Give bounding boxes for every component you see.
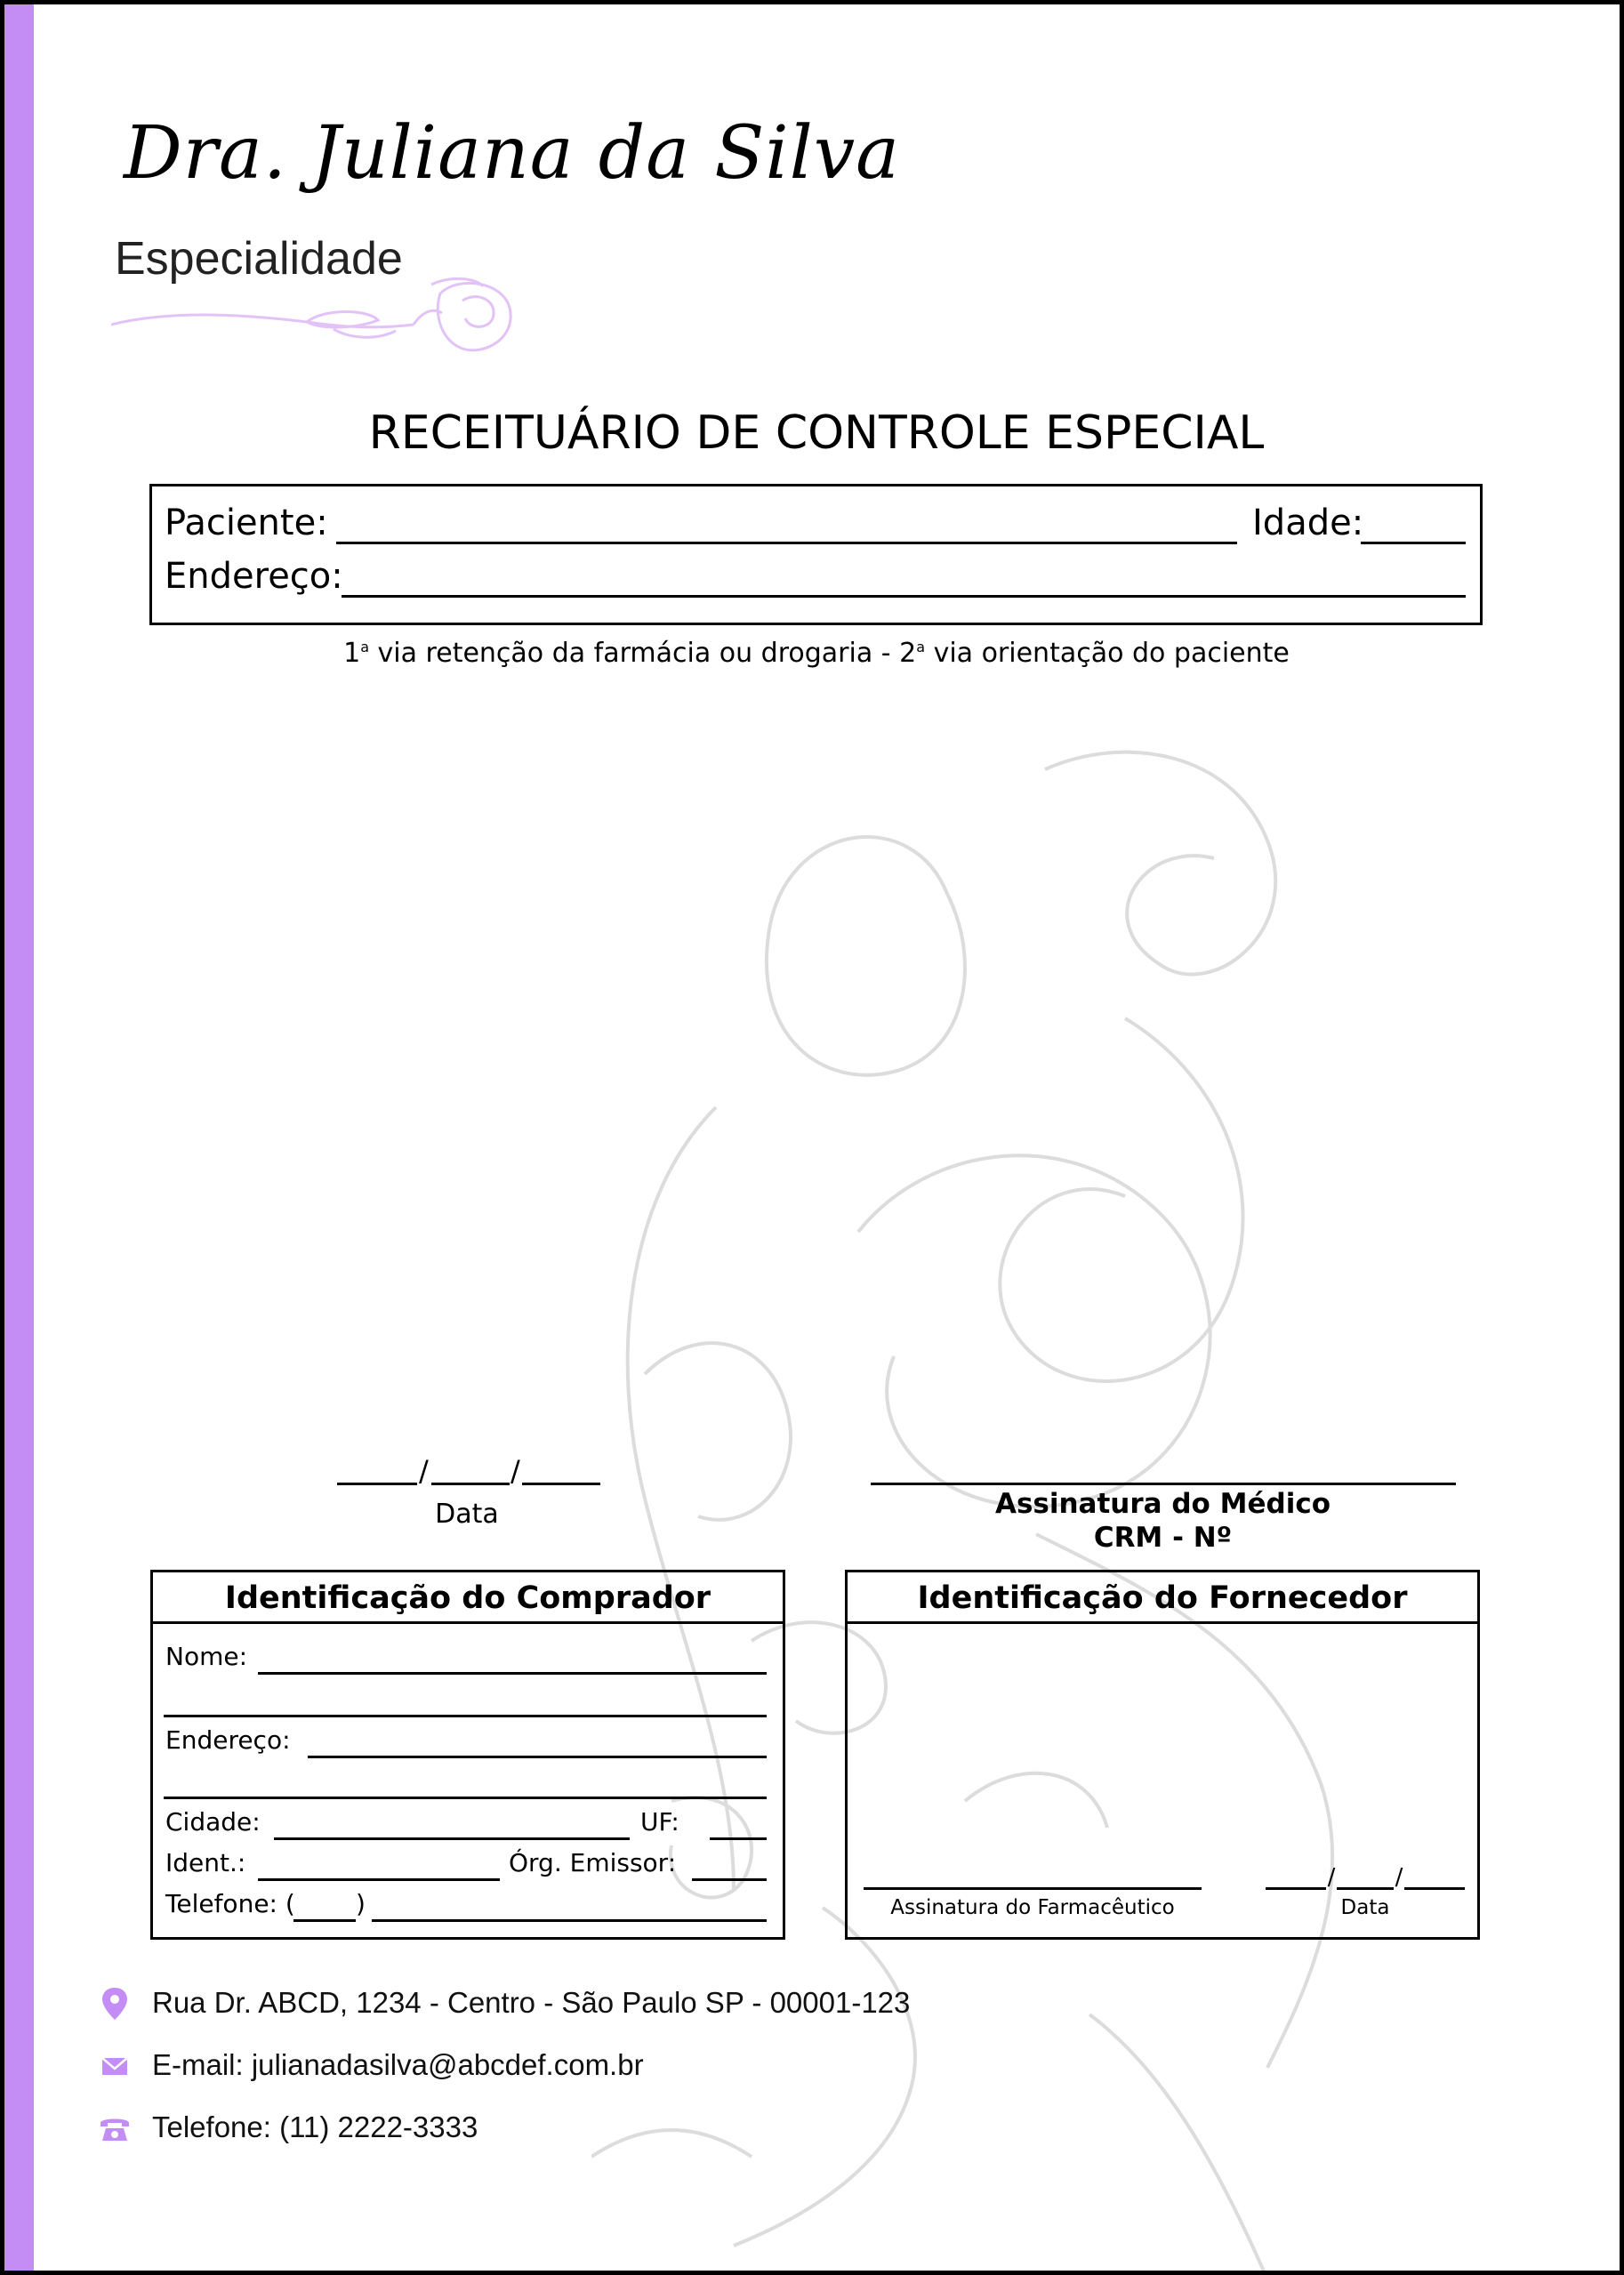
date-label: Data (435, 1499, 499, 1530)
address-label: Endereço: (165, 556, 343, 597)
buyer-address-label: Endereço: (165, 1725, 291, 1755)
doctor-specialty: Especialidade (115, 233, 403, 285)
contact-phone: Telefone: (11) 2222-3333 (152, 2110, 478, 2143)
via-note-end: via orientação do paciente (925, 638, 1290, 669)
buyer-org-label: Órg. Emissor: (509, 1848, 677, 1877)
crm-label: CRM - Nº (1093, 1522, 1233, 1554)
supplier-date-year-field[interactable] (1404, 1887, 1465, 1890)
supplier-date-month-field[interactable] (1337, 1887, 1394, 1890)
buyer-org-field[interactable] (692, 1878, 767, 1881)
buyer-identification-box (150, 1570, 785, 1940)
doctor-name: Dra. Juliana da Silva (124, 111, 901, 196)
contact-address: Rua Dr. ABCD, 1234 - Centro - São Paulo SP - 00001-123 (152, 1986, 911, 2019)
buyer-address-field-continued[interactable] (164, 1797, 767, 1799)
supplier-identification-box (845, 1570, 1480, 1940)
doctor-signature-field[interactable] (871, 1483, 1456, 1485)
buyer-name-field-continued[interactable] (164, 1715, 767, 1717)
buyer-uf-field[interactable] (710, 1837, 767, 1840)
pharmacist-signature-field[interactable] (864, 1887, 1202, 1890)
age-field[interactable] (1361, 542, 1466, 544)
patient-field[interactable] (336, 542, 1237, 544)
buyer-ident-label: Ident.: (165, 1848, 246, 1877)
via-note-middle: via retenção da farmácia ou drogaria - 2 (369, 638, 917, 669)
buyer-phone-label: Telefone: ( (165, 1889, 295, 1918)
date-month-field[interactable] (431, 1483, 510, 1485)
patient-label: Paciente: (165, 502, 328, 543)
flower-ornament-icon (111, 276, 529, 365)
buyer-name-field[interactable] (258, 1672, 767, 1675)
via-note (4, 638, 1624, 669)
envelope-icon (97, 2048, 133, 2084)
doctor-signature-label: Assinatura do Médico (994, 1488, 1331, 1520)
contact-email: E-mail: julianadasilva@abcdef.com.br (152, 2048, 644, 2081)
buyer-heading: Identificação do Comprador (153, 1572, 783, 1624)
date-separator: / (511, 1454, 520, 1488)
supplier-date-label: Data (1340, 1896, 1390, 1919)
date-separator: / (1395, 1864, 1403, 1891)
via-note-first: 1 (343, 638, 361, 669)
location-pin-icon (97, 1986, 133, 2022)
buyer-phone-area-field[interactable] (293, 1919, 356, 1922)
pharmacist-signature-label: Assinatura do Farmacêutico (890, 1896, 1175, 1919)
buyer-city-label: Cidade: (165, 1807, 261, 1837)
accent-stripe (4, 4, 34, 2271)
buyer-city-field[interactable] (274, 1837, 630, 1840)
address-field[interactable] (342, 595, 1466, 598)
date-separator: / (419, 1454, 429, 1488)
age-label: Idade: (1252, 502, 1364, 543)
supplier-heading: Identificação do Fornecedor (848, 1572, 1477, 1624)
via-note-sup1: a (360, 639, 370, 655)
via-note-sup2: a (916, 639, 926, 655)
buyer-ident-field[interactable] (258, 1878, 500, 1881)
date-separator: / (1327, 1864, 1336, 1891)
buyer-address-field[interactable] (308, 1756, 767, 1758)
date-year-field[interactable] (522, 1483, 600, 1485)
supplier-date-day-field[interactable] (1266, 1887, 1326, 1890)
buyer-phone-field[interactable] (372, 1919, 767, 1922)
buyer-name-label: Nome: (165, 1642, 248, 1671)
telephone-icon (97, 2110, 133, 2146)
buyer-phone-close: ) (356, 1889, 366, 1918)
buyer-uf-label: UF: (640, 1807, 679, 1837)
date-day-field[interactable] (337, 1483, 417, 1485)
patient-info-box (149, 484, 1483, 625)
document-title: RECEITUÁRIO DE CONTROLE ESPECIAL (368, 406, 1265, 460)
